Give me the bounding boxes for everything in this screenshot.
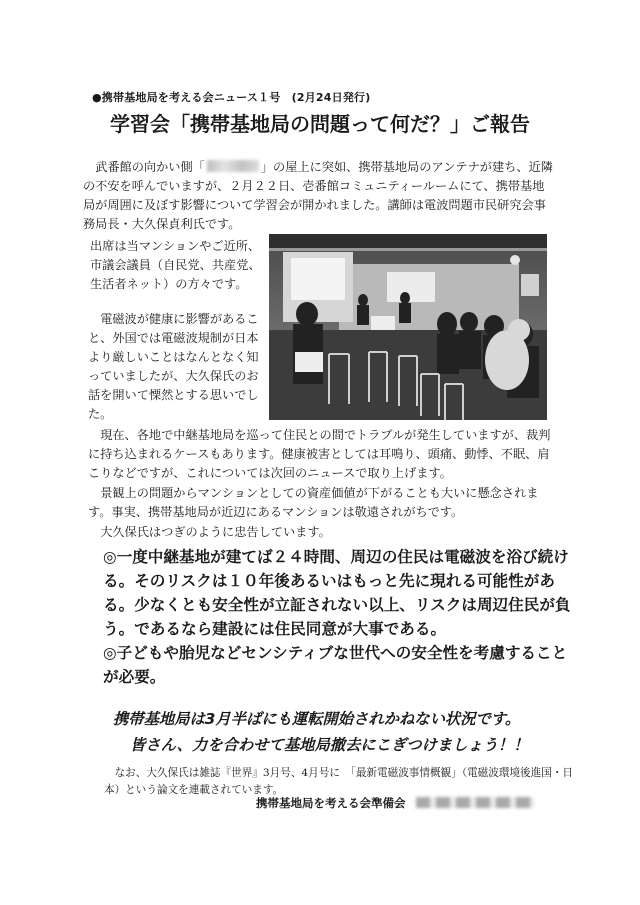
- article-note: なお、大久保氏は雑誌『世界』3月号、4月号に 「最新電磁波事情概観」（電磁波環境後進国・日本）という論文を連載されています。: [104, 767, 574, 796]
- intro-paragraph: [83, 158, 553, 234]
- redacted-contact: [416, 797, 534, 808]
- advice-intro-paragraph: 大久保氏はつぎのように忠告しています。: [100, 525, 331, 539]
- asset-value-paragraph: 景観上の問題からマンションとしての資産価値が下がることも大いに懸念されます。事実、携帯基地局が近辺にあるマンションは敬遠されがちです。: [88, 486, 539, 519]
- appeal-line-1: 携帯基地局は3月半ばにも運転開始されかねない状況です。: [113, 710, 521, 728]
- page-title: 学習会「携帯基地局の問題って何だ？」ご報告: [110, 112, 530, 136]
- intro-text-a: 武番館の向かい側「: [95, 160, 205, 174]
- signature-org: 携帯基地局を考える会準備会: [256, 796, 406, 810]
- quote-risk: ◎一度中継基地が建てば２４時間、周辺の住民は電磁波を浴び続ける。そのリスクは１０年後あるいはもっと先に現れる可能性がある。少なくとも安全性が立証されない以上、リスクは周辺住民が負う。であるなら建設には住民同意が大事である。: [103, 548, 571, 638]
- intro-text-b: 」の屋上に突如、携帯基地局のアンテナが建ち、近隣の不安を呼んでいますが、２月２２日、壱番館コミュニティールームにて、携帯基地局が周囲に及ぼす影響について学習会が開かれました。講師は電波問題市民研究会事務局長・大久保貞利氏です。: [83, 160, 553, 231]
- trouble-paragraph: 現在、各地で中継基地局を巡って住民との間でトラブルが発生していますが、裁判に持ち込まれるケースもあります。健康被害としては耳鳴り、頭痛、動悸、不眠、肩こりなどですが、これについては次回のニュースで取り上げます。: [88, 428, 551, 480]
- health-paragraph: 電磁波が健康に影響があること、外国では電磁波規制が日本より厳しいことはなんとなく知っていましたが、大久保氏のお話を開いて慄然とする思いでした。: [88, 312, 259, 421]
- seminar-photo: [269, 234, 547, 420]
- appeal-line-2: 皆さん、力を合わせて基地局撤去にこぎつけましょう！！: [130, 736, 529, 754]
- quote-sensitive-generation: ◎子どもや胎児などセンシティブな世代への安全性を考慮することが必要。: [103, 644, 568, 686]
- newsletter-issue-line: ●携帯基地局を考える会ニュース１号 (2月24日発行): [92, 91, 371, 104]
- attendees-paragraph: 出席は当マンションやご近所、市議会議員（自民党、共産党、生活者ネット）の方々です。: [90, 239, 261, 291]
- redacted-building-name: [207, 160, 259, 172]
- signature: [256, 795, 534, 811]
